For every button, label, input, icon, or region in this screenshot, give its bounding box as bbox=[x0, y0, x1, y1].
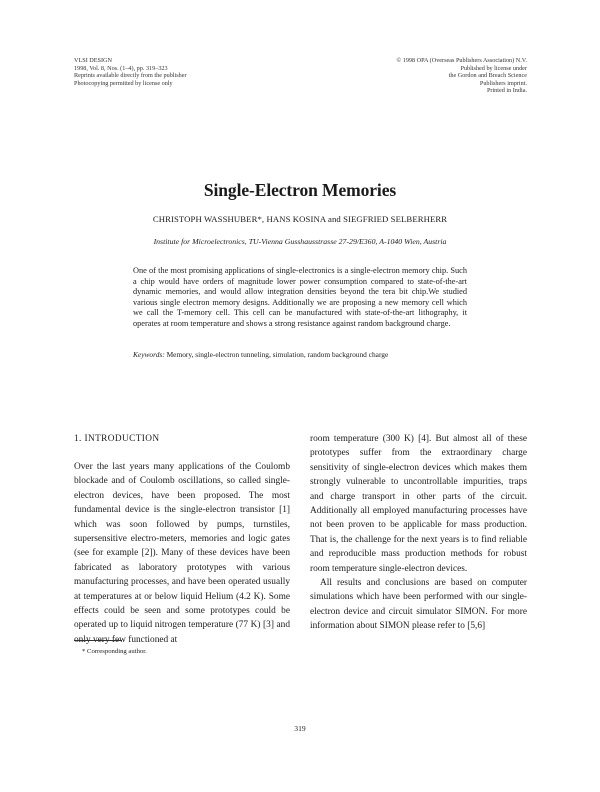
header-line: VLSI DESIGN bbox=[74, 57, 112, 64]
header-line: Printed in India. bbox=[486, 87, 527, 95]
author-list: CHRISTOPH WASSHUBER*, HANS KOSINA and SIEGFRIED SELBERHERR bbox=[152, 214, 448, 224]
header-line: the Gordon and Breach Science bbox=[448, 72, 527, 80]
section-heading: 1. INTRODUCTION bbox=[74, 434, 160, 444]
header-line: Reprints available directly from the publisher bbox=[74, 72, 187, 80]
journal-header-left bbox=[74, 57, 187, 87]
left-column bbox=[74, 460, 290, 647]
body-paragraph: All results and conclusions are based on computer simulations which have been performed with our single-electron device and circuit simulator SIMON. For more information about SIMON please refer to [5,6] bbox=[310, 578, 527, 632]
paper-title: Single-Electron Memories bbox=[203, 180, 397, 200]
header-line: Photocopying permitted by license only bbox=[74, 79, 173, 87]
header-line: 1998, Vol. 8, Nos. (1–4), pp. 319–323 bbox=[74, 64, 168, 72]
page-number: 319 bbox=[294, 724, 306, 733]
header-line: Published by license under bbox=[460, 64, 527, 72]
footnote: * Corresponding author. bbox=[82, 648, 147, 655]
affiliation: Institute for Microelectronics, TU-Vienna Gusshausstrasse 27-29/E360, A-1040 Wien, Austria bbox=[153, 237, 447, 246]
journal-header-right bbox=[396, 57, 527, 95]
right-column bbox=[310, 432, 527, 634]
header-line: Publishers imprint. bbox=[479, 79, 527, 87]
footnote-rule bbox=[74, 640, 122, 641]
keywords bbox=[133, 350, 467, 359]
body-paragraph: room temperature (300 K) [4]. But almost all of these prototypes suffer from the extraordinary charge sensitivity of single-electron devices which makes them strongly vulnerable to uncontrollable impurities, traps and charge transport in other parts of the circuit. Additionally all employed manufacturing processes have not been proven to be applicable for mass production. That is, the challenge for the next years is to find reliable and reproducible mass production methods for robust room temperature single-electron devices. bbox=[310, 434, 527, 574]
header-line: © 1998 OPA (Overseas Publishers Association) N.V. bbox=[396, 57, 527, 64]
keywords-text: Memory, single-electron tunneling, simulation, random background charge bbox=[166, 350, 389, 359]
abstract: One of the most promising applications of single-electronics is a single-electron memory chip. Such a chip would have orders of magnitude lower power consumption compared to state-of-the-art dynamic memories, and would allow integration densities beyond the tera bit chip.We studied various single electron memory designs. Additionally we are proposing a new memory cell which we call the T-memory cell. This cell can be manufactured with state-of-the-art lithography, it operates at room temperature and shows a strong resistance against random background charge. bbox=[133, 266, 467, 328]
body-paragraph: Over the last years many applications of the Coulomb blockade and of Coulomb oscillations, so called single-electron devices, have been proposed. The most fundamental device is the single-electron transistor [1] which was soon followed by pumps, turnstiles, supersensitive electro-meters, memories and logic gates (see for example [2]). Many of these devices have been fabricated as laboratory prototypes with various manufacturing processes, and have been operated usually at temperatures at or below liquid Helium (4.2 K). Some effects could be seen and some prototypes could be operated up to liquid nitrogen temperature (77 K) [3] and only very few functioned at bbox=[74, 462, 290, 645]
keywords-label: Keywords: bbox=[133, 350, 165, 359]
